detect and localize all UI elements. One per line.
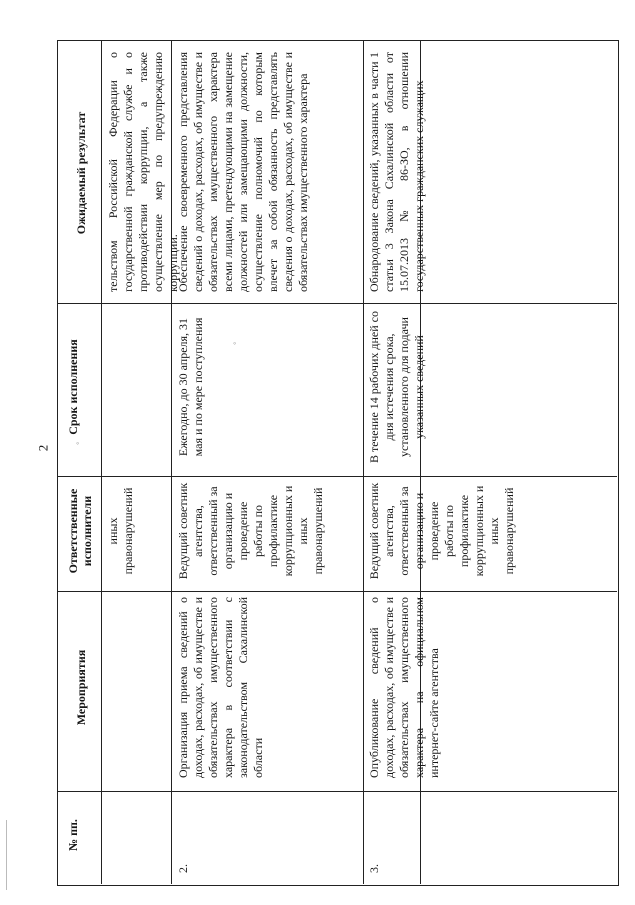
scan-edge-line [6, 820, 7, 890]
scan-mark: ◦ [233, 338, 237, 348]
header-activity: Мероприятия [74, 649, 88, 726]
row-3-responsible: Ведущий советник агентства, ответственный за организацию и проведение работы по профилактике коррупционных и иных правонарушений [367, 482, 516, 580]
row-2-activity: Организация приема сведений о доходах, расходах, об имуществе и обязательствах имущественного характера в соответствии с законодательством Сахалинской области [176, 597, 265, 778]
row-3-num: 3. [367, 864, 381, 873]
cell-result-cont: тельством Российской Федерации о государственной гражданской службе и о противодействии коррупции, а также осуществление мер по предупреждению коррупции. [106, 52, 180, 292]
cell-responsible-cont: иных правонарушений [106, 487, 135, 575]
row-3-result: Обнародование сведений, указанных в части 1 статьи 3 Закона Сахалинской области от 15.07.2013 № 86-ЗО, в отношении государственных гражданских служащих [367, 52, 426, 292]
row-2-result: Обеспечение своевременного представления сведений о доходах, расходах, об имуществе и обязательствах имущественного характера всеми лицами, претендующими на замещение должностей или замещающими должности, осуществление полномочий по которым влечет за собой обязанность представлять сведения о доходах, расходах, об имуществе и обязательствах имущественного характера [176, 52, 310, 292]
header-result: Ожидаемый результат [74, 111, 88, 235]
row-2-num: 2. [176, 864, 190, 873]
table-column-divider [101, 41, 102, 884]
page-number: 2 [35, 444, 51, 452]
row-3-activity: Опубликование сведений о доходах, расходах, об имуществе и обязательствах имущественного характера на официальном интернет-сайте агентства [367, 597, 441, 778]
table-column-divider [171, 41, 172, 884]
header-num: № пп. [66, 819, 80, 851]
row-2-deadline: Ежегодно, до 30 апреля, 31 мая и по мере поступления [176, 317, 205, 457]
row-2-responsible: Ведущий советник агентства, ответственный за организацию и проведение работы по профилактике коррупционных и иных правонарушений [176, 482, 325, 580]
row-3-deadline: В течение 14 рабочих дней со дня истечения срока, установленного для подачи указанных сведений [367, 311, 426, 463]
header-responsible: Ответственные исполнители [66, 488, 94, 574]
table-column-divider [363, 41, 364, 884]
header-deadline: Срок исполнения [66, 339, 80, 435]
scan-mark: ◦ [76, 438, 80, 448]
table-row-divider [58, 791, 617, 792]
document-table [57, 40, 619, 886]
